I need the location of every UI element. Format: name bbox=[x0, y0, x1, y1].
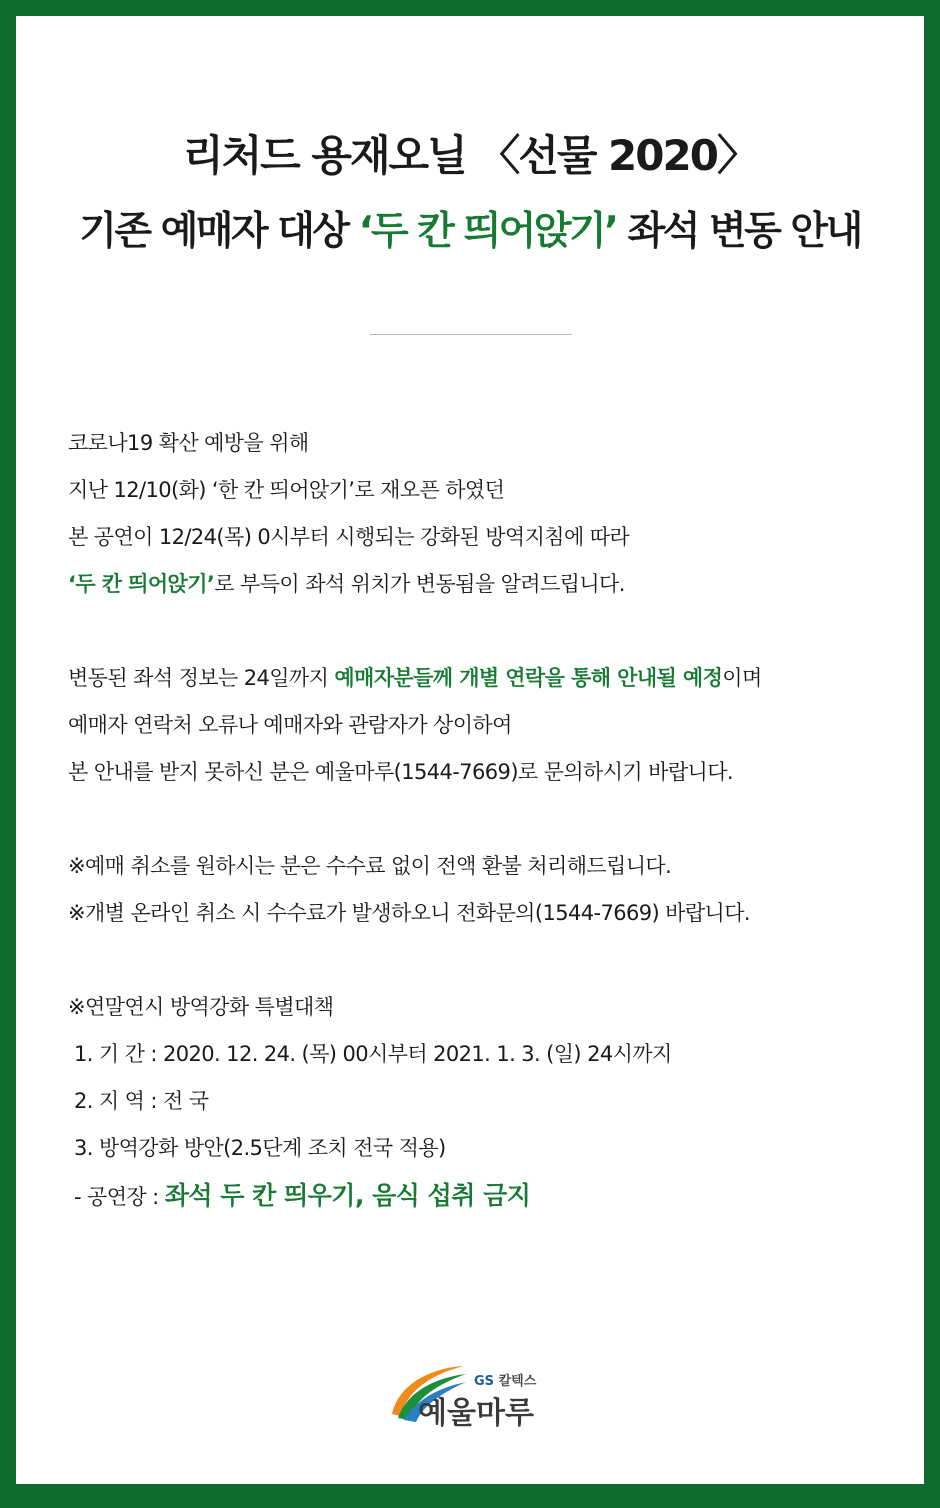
yeulmaru-logo bbox=[388, 1356, 558, 1440]
measures-heading: ※연말연시 방역강화 특별대책 bbox=[68, 995, 334, 1019]
note-refund: ※예매 취소를 원하시는 분은 수수료 없이 전액 환불 처리해드립니다. bbox=[68, 854, 672, 878]
para2-line2: 예매자 연락처 오류나 예매자와 관람자가 상이하여 bbox=[68, 713, 512, 737]
measures-item-region: 2. 지 역 : 전 국 bbox=[74, 1089, 209, 1113]
subtitle-prefix: 기존 예매자 대상 bbox=[79, 209, 359, 254]
para2-line1 bbox=[68, 655, 908, 702]
para1-line2: 지난 12/10(화) ‘한 칸 띄어앉기’로 재오픈 하였던 bbox=[68, 478, 505, 502]
paragraph-gap bbox=[68, 796, 908, 843]
title-divider bbox=[370, 334, 572, 335]
para1-line3: 본 공연이 12/24(목) 0시부터 시행되는 강화된 방역지침에 따라 bbox=[68, 525, 630, 549]
para1-line1: 코로나19 확산 예방을 위해 bbox=[68, 431, 309, 455]
note-phone: ※개별 온라인 취소 시 수수료가 발생하오니 전화문의(1544-7669) 바랍니다. bbox=[68, 901, 750, 925]
subtitle-suffix: 좌석 변동 안내 bbox=[616, 209, 861, 254]
para2-line1-suffix: 이며 bbox=[722, 666, 762, 690]
para2-line1-prefix: 변동된 좌석 정보는 24일까지 bbox=[68, 666, 335, 690]
para2-line3: 본 안내를 받지 못하신 분은 예울마루(1544-7669)로 문의하시기 바랍니다. bbox=[68, 760, 734, 784]
page-title: 리처드 용재오닐 〈선물 2020〉 bbox=[183, 131, 757, 180]
logo-brand-prefix: GS bbox=[474, 1374, 495, 1389]
logo-brand bbox=[474, 1370, 536, 1389]
para1-line4-highlight: ‘두 칸 띄어앉기’ bbox=[68, 572, 215, 596]
paragraph-gap bbox=[68, 937, 908, 984]
venue-rule: 좌석 두 칸 띄우기, 음식 섭취 금지 bbox=[164, 1181, 531, 1210]
paragraph-gap bbox=[68, 608, 908, 655]
measures-item-plan: 3. 방역강화 방안(2.5단계 조치 전국 적용) bbox=[74, 1136, 446, 1160]
logo-brand-suffix: 칼텍스 bbox=[498, 1374, 537, 1389]
notice-sheet bbox=[16, 16, 924, 1484]
measures-item-venue bbox=[68, 1172, 908, 1219]
venue-label: - 공연장 : bbox=[74, 1185, 165, 1209]
subtitle-highlight: ‘두 칸 띄어앉기’ bbox=[358, 209, 617, 254]
notice-body bbox=[68, 420, 908, 1219]
measures-item-period: 1. 기 간 : 2020. 12. 24. (목) 00시부터 2021. 1. 3. (일) 24시까지 bbox=[74, 1042, 672, 1066]
logo-name: 예울마루 bbox=[418, 1396, 534, 1431]
para1-line4-rest: 로 부득이 좌석 위치가 변동됨을 알려드립니다. bbox=[214, 572, 625, 596]
para1-line4 bbox=[68, 561, 908, 608]
page-subtitle bbox=[16, 206, 924, 258]
para2-line1-highlight: 예매자분들께 개별 연락을 통해 안내될 예정 bbox=[334, 666, 723, 690]
